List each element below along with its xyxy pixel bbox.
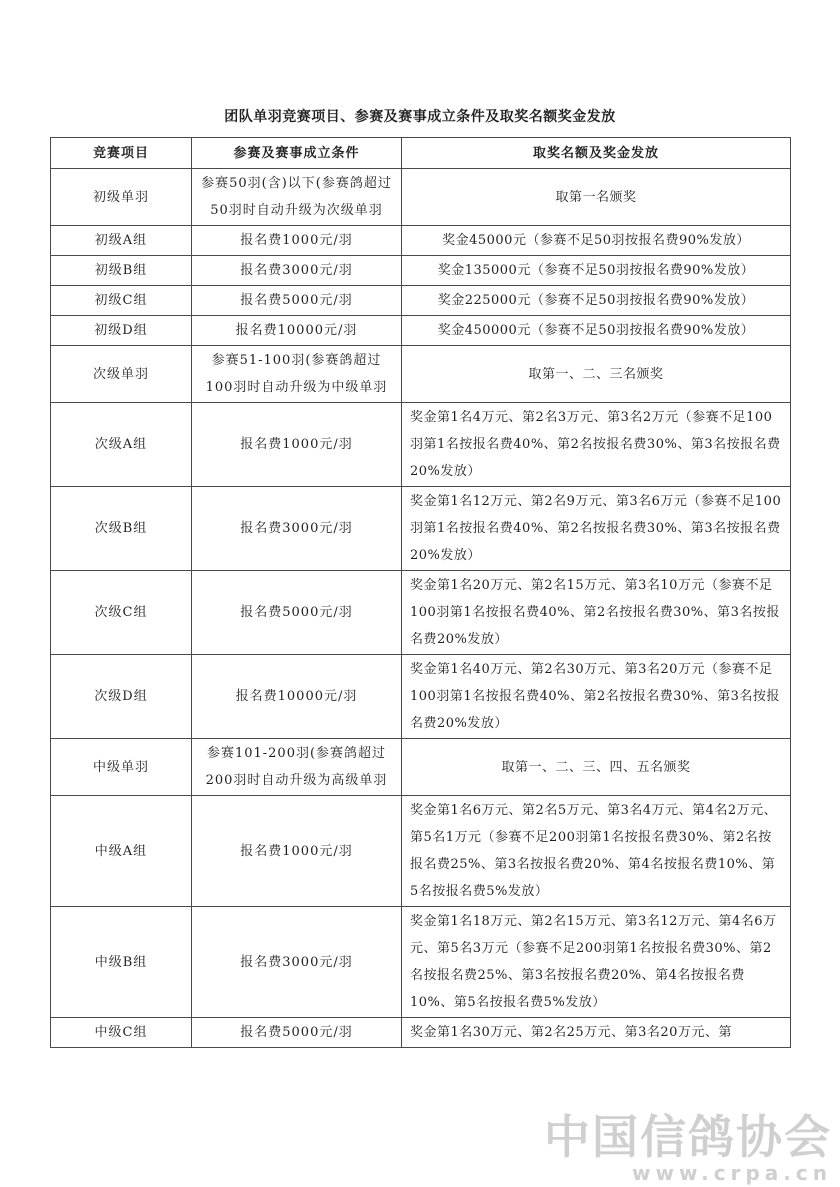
cell-item: 次级D组 — [51, 655, 192, 739]
table-header-row — [51, 138, 791, 169]
table-row — [51, 256, 791, 286]
cell-condition: 参赛101-200羽(参赛鸽超过200羽时自动升级为高级单羽 — [192, 739, 402, 796]
cell-prize: 奖金225000元（参赛不足50羽按报名费90%发放） — [402, 286, 791, 316]
cell-item: 次级C组 — [51, 571, 192, 655]
cell-item: 中级B组 — [51, 907, 192, 1018]
cell-prize: 奖金135000元（参赛不足50羽按报名费90%发放） — [402, 256, 791, 286]
cell-prize: 奖金第1名30万元、第2名25万元、第3名20万元、第 — [402, 1018, 791, 1048]
cell-prize: 奖金第1名12万元、第2名9万元、第3名6万元（参赛不足100羽第1名按报名费40%、第2名按报名费30%、第3名按报名费20%发放） — [402, 487, 791, 571]
header-prize: 取奖名额及奖金发放 — [402, 138, 791, 169]
cell-condition: 参赛50羽(含)以下(参赛鸽超过50羽时自动升级为次级单羽 — [192, 169, 402, 226]
watermark-name: 中国信鸽协会 — [544, 1110, 832, 1164]
cell-condition: 报名费1000元/羽 — [192, 403, 402, 487]
table-row — [51, 796, 791, 907]
cell-condition: 报名费5000元/羽 — [192, 1018, 402, 1048]
cell-condition: 报名费3000元/羽 — [192, 256, 402, 286]
table-row — [51, 739, 791, 796]
table-row — [51, 286, 791, 316]
table-row — [51, 487, 791, 571]
table-row — [51, 907, 791, 1018]
cell-prize: 奖金第1名6万元、第2名5万元、第3名4万元、第4名2万元、第5名1万元（参赛不足200羽第1名按报名费30%、第2名按报名费25%、第3名按报名费20%、第4名按报名费10%、第5名按报名费5%发放） — [402, 796, 791, 907]
cell-condition: 报名费3000元/羽 — [192, 907, 402, 1018]
cell-item: 初级D组 — [51, 316, 192, 346]
watermark-url: www.crpa.cn — [632, 1161, 832, 1185]
watermark — [544, 1112, 832, 1184]
cell-condition: 报名费5000元/羽 — [192, 286, 402, 316]
cell-condition: 报名费1000元/羽 — [192, 226, 402, 256]
cell-item: 次级A组 — [51, 403, 192, 487]
cell-condition: 报名费3000元/羽 — [192, 487, 402, 571]
cell-item: 中级A组 — [51, 796, 192, 907]
cell-condition: 报名费1000元/羽 — [192, 796, 402, 907]
cell-condition: 报名费5000元/羽 — [192, 571, 402, 655]
cell-item: 初级单羽 — [51, 169, 192, 226]
cell-prize: 取第一名颁奖 — [402, 169, 791, 226]
table-row — [51, 655, 791, 739]
table-row — [51, 316, 791, 346]
cell-item: 次级单羽 — [51, 346, 192, 403]
cell-prize: 奖金第1名20万元、第2名15万元、第3名10万元（参赛不足100羽第1名按报名费40%、第2名按报名费30%、第3名按报名费20%发放） — [402, 571, 791, 655]
cell-item: 中级单羽 — [51, 739, 192, 796]
cell-condition: 报名费10000元/羽 — [192, 316, 402, 346]
header-competition-item: 竞赛项目 — [51, 138, 192, 169]
cell-prize: 奖金450000元（参赛不足50羽按报名费90%发放） — [402, 316, 791, 346]
cell-item: 初级A组 — [51, 226, 192, 256]
cell-prize: 取第一、二、三名颁奖 — [402, 346, 791, 403]
table-row — [51, 169, 791, 226]
cell-condition: 报名费10000元/羽 — [192, 655, 402, 739]
cell-prize: 奖金第1名40万元、第2名30万元、第3名20万元（参赛不足100羽第1名按报名费40%、第2名按报名费30%、第3名按报名费20%发放） — [402, 655, 791, 739]
cell-prize: 奖金第1名18万元、第2名15万元、第3名12万元、第4名6万元、第5名3万元（参赛不足200羽第1名按报名费30%、第2名按报名费25%、第3名按报名费20%、第4名按报名费10%、第5名按报名费5%发放） — [402, 907, 791, 1018]
cell-condition: 参赛51-100羽(参赛鸽超过100羽时自动升级为中级单羽 — [192, 346, 402, 403]
table-row — [51, 346, 791, 403]
cell-item: 初级C组 — [51, 286, 192, 316]
page-title: 团队单羽竞赛项目、参赛及赛事成立条件及取奖名额奖金发放 — [224, 109, 616, 125]
cell-prize: 取第一、二、三、四、五名颁奖 — [402, 739, 791, 796]
cell-item: 初级B组 — [51, 256, 192, 286]
table-row — [51, 226, 791, 256]
table-row — [51, 571, 791, 655]
cell-item: 次级B组 — [51, 487, 192, 571]
table-row — [51, 1018, 791, 1048]
cell-prize: 奖金第1名4万元、第2名3万元、第3名2万元（参赛不足100羽第1名按报名费40%、第2名按报名费30%、第3名按报名费20%发放） — [402, 403, 791, 487]
header-condition: 参赛及赛事成立条件 — [192, 138, 402, 169]
cell-item: 中级C组 — [51, 1018, 192, 1048]
table-row — [51, 403, 791, 487]
cell-prize: 奖金45000元（参赛不足50羽按报名费90%发放） — [402, 226, 791, 256]
prize-table — [50, 137, 791, 1048]
